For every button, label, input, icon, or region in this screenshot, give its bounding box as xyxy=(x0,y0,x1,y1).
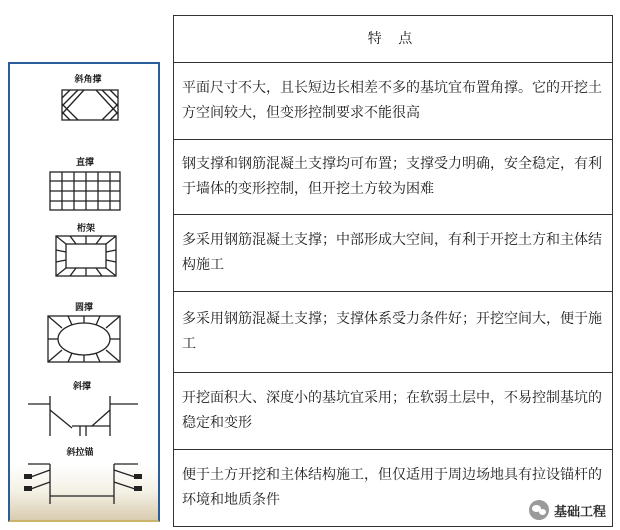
table-cell: 多采用钢筋混凝土支撑；中部形成大空间，有利于开挖土方和主体结构施工 xyxy=(174,215,613,292)
table-cell: 钢支撑和钢筋混凝土支撑均可布置；支撑受力明确，安全稳定，有利于墙体的变形控制，但开挖土方较为困难 xyxy=(174,140,613,215)
table-row xyxy=(174,63,613,140)
table-cell: 开挖面积大、深度小的基坑宜采用；在软弱土层中，不易控制基坑的稳定和变形 xyxy=(174,373,613,450)
table-row xyxy=(174,373,613,450)
straight-brace-diagram xyxy=(50,172,120,210)
straight-brace-label: 直撑 xyxy=(75,158,94,168)
table-row xyxy=(174,215,613,292)
table-cell: 多采用钢筋混凝土支撑；支撑体系受力条件好；开挖空间大，便于施工 xyxy=(174,292,613,373)
raker-label: 斜撑 xyxy=(72,382,91,392)
tieback-diagram xyxy=(28,464,138,504)
ring-brace-label: 圆撑 xyxy=(74,303,93,313)
watermark-text: 基础工程 xyxy=(553,504,606,520)
table-header-row xyxy=(174,16,613,63)
feature-table xyxy=(173,15,613,527)
table-row xyxy=(174,292,613,373)
watermark xyxy=(527,498,612,522)
truss-diagram xyxy=(56,236,116,276)
raker-diagram xyxy=(28,396,138,436)
wechat-icon xyxy=(529,500,549,520)
tieback-label: 斜拉锚 xyxy=(66,448,94,458)
ring-brace-diagram xyxy=(48,316,120,362)
table-header: 特 点 xyxy=(174,16,613,63)
truss-label: 桁架 xyxy=(76,224,95,234)
corner-brace-diagram xyxy=(62,90,118,120)
table-cell: 便于土方开挖和主体结构施工，但仅适用于周边场地具有拉设锚杆的环境和地质条件 xyxy=(174,450,613,527)
table-cell: 平面尺寸不大，且长短边长相差不多的基坑宜布置角撑。它的开挖土方空间较大，但变形控制要求不能很高 xyxy=(174,63,613,140)
table-row xyxy=(174,140,613,215)
corner-brace-label: 斜角撑 xyxy=(74,75,102,85)
support-diagram-panel xyxy=(8,62,160,522)
